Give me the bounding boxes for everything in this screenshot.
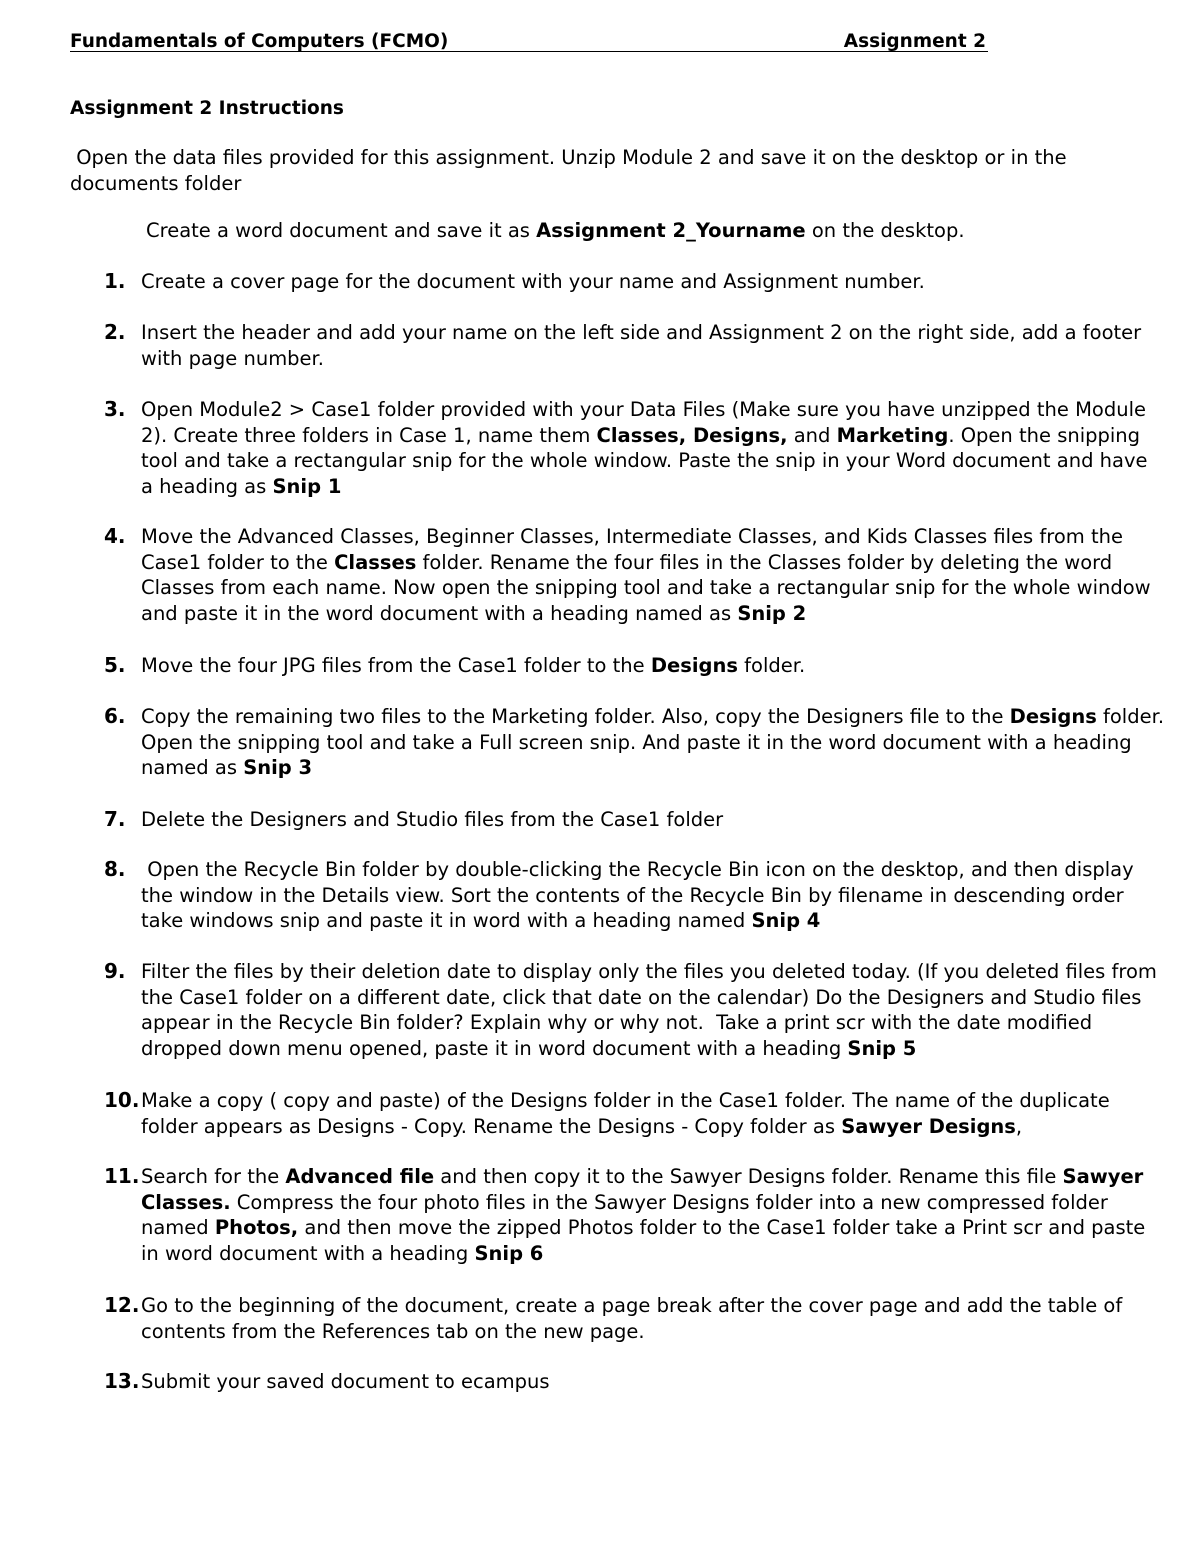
item-number: 2. bbox=[104, 320, 126, 344]
intro-line: documents folder bbox=[70, 172, 242, 195]
intro-paragraph bbox=[70, 145, 1070, 197]
item-text: Open Module2 > Case1 folder provided with your Data Files (Make sure you have unzipped the Module bbox=[141, 398, 1146, 421]
item-text: in word document with a heading Snip 6 bbox=[141, 1242, 544, 1266]
item-number: 3. bbox=[104, 397, 126, 421]
item-text: the window in the Details view. Sort the contents of the Recycle Bin by filename in descending order bbox=[141, 883, 1124, 907]
item-text: Move the Advanced Classes, Beginner Classes, Intermediate Classes, and Kids Classes files from the bbox=[141, 525, 1123, 548]
list-item bbox=[104, 269, 1144, 295]
item-text: Delete the Designers and Studio files from the Case1 folder bbox=[141, 808, 724, 831]
item-text: Insert the header and add your name on the left side and Assignment 2 on the right side, add a footer bbox=[141, 321, 1142, 344]
item-number: 11. bbox=[104, 1164, 140, 1188]
list-item bbox=[104, 1293, 1144, 1344]
page-title: Assignment 2 Instructions bbox=[70, 98, 344, 119]
item-number: 8. bbox=[104, 857, 126, 881]
item-text: folder appears as Designs - Copy. Rename the Designs - Copy folder as Sawyer Designs, bbox=[141, 1114, 1023, 1138]
document-header bbox=[70, 31, 988, 52]
list-item bbox=[104, 1088, 1144, 1139]
item-text: named as Snip 3 bbox=[141, 756, 313, 780]
item-text: take windows snip and paste it in word with a heading named Snip 4 bbox=[141, 909, 821, 933]
assignment-label: Assignment 2 bbox=[843, 31, 986, 52]
item-text: a heading as Snip 1 bbox=[141, 475, 342, 499]
list-item bbox=[104, 524, 1151, 627]
item-text: Classes. Compress the four photo files in the Sawyer Designs folder into a new compressed folder bbox=[141, 1190, 1108, 1214]
item-text: Filter the files by their deletion date to display only the files you deleted today. (If you deleted files from bbox=[141, 960, 1157, 983]
item-number: 10. bbox=[104, 1088, 140, 1112]
item-text: contents from the References tab on the new page. bbox=[141, 1319, 645, 1343]
course-title: Fundamentals of Computers (FCMO) bbox=[70, 31, 449, 52]
save-text: on the desktop. bbox=[805, 219, 965, 242]
item-text: Search for the Advanced file and then copy it to the Sawyer Designs folder. Rename this file Sawyer bbox=[141, 1165, 1144, 1188]
item-text: Create a cover page for the document with your name and Assignment number. bbox=[141, 270, 925, 293]
list-item bbox=[104, 397, 1148, 500]
item-number: 9. bbox=[104, 959, 126, 983]
list-item bbox=[104, 653, 1144, 679]
list-item bbox=[104, 807, 1144, 833]
list-item bbox=[104, 959, 1157, 1062]
list-item bbox=[104, 704, 1165, 781]
item-number: 5. bbox=[104, 653, 126, 677]
item-number: 12. bbox=[104, 1293, 140, 1317]
item-text: Open the Recycle Bin folder by double-clicking the Recycle Bin icon on the desktop, and then display bbox=[141, 858, 1134, 881]
item-text: Case1 folder to the Classes folder. Rename the four files in the Classes folder by deleting the word bbox=[141, 550, 1113, 574]
item-text: Classes from each name. Now open the snipping tool and take a rectangular snip for the whole window bbox=[141, 576, 1151, 600]
item-text: appear in the Recycle Bin folder? Explain why or why not. Take a print scr with the date modified bbox=[141, 1011, 1093, 1035]
item-text: Move the four JPG files from the Case1 folder to the Designs folder. bbox=[141, 654, 806, 677]
item-number: 4. bbox=[104, 524, 126, 548]
item-text: Make a copy ( copy and paste) of the Designs folder in the Case1 folder. The name of the duplicate bbox=[141, 1089, 1110, 1112]
item-text: Copy the remaining two files to the Marketing folder. Also, copy the Designers file to the Designs folder. bbox=[141, 705, 1165, 728]
item-text: the Case1 folder on a different date, click that date on the calendar) Do the Designers and Studio files bbox=[141, 985, 1142, 1009]
item-text: with page number. bbox=[141, 346, 324, 370]
list-item bbox=[104, 1369, 1144, 1395]
item-number: 13. bbox=[104, 1369, 140, 1393]
item-text: tool and take a rectangular snip for the whole window. Paste the snip in your Word document and have bbox=[141, 449, 1148, 473]
item-text: dropped down menu opened, paste it in word document with a heading Snip 5 bbox=[141, 1037, 917, 1061]
save-text: Create a word document and save it as bbox=[146, 219, 537, 242]
item-text: and paste it in the word document with a heading named as Snip 2 bbox=[141, 602, 807, 626]
item-number: 6. bbox=[104, 704, 126, 728]
item-number: 7. bbox=[104, 807, 126, 831]
save-instruction bbox=[146, 219, 965, 242]
list-item bbox=[104, 857, 1144, 934]
item-text: 2). Create three folders in Case 1, name them Classes, Designs, and Marketing. Open the snipping bbox=[141, 423, 1141, 447]
item-number: 1. bbox=[104, 269, 126, 293]
intro-line: Open the data files provided for this assignment. Unzip Module 2 and save it on the desktop or in the bbox=[70, 146, 1067, 169]
item-text: named Photos, and then move the zipped Photos folder to the Case1 folder take a Print scr and paste bbox=[141, 1216, 1146, 1240]
save-filename: Assignment 2_Yourname bbox=[536, 219, 806, 242]
item-text: Go to the beginning of the document, create a page break after the cover page and add the table of bbox=[141, 1294, 1123, 1317]
list-item bbox=[104, 1164, 1144, 1267]
item-text: Open the snipping tool and take a Full screen snip. And paste it in the word document with a heading bbox=[141, 730, 1132, 754]
list-item bbox=[104, 320, 1144, 371]
item-text: Submit your saved document to ecampus bbox=[141, 1370, 550, 1393]
